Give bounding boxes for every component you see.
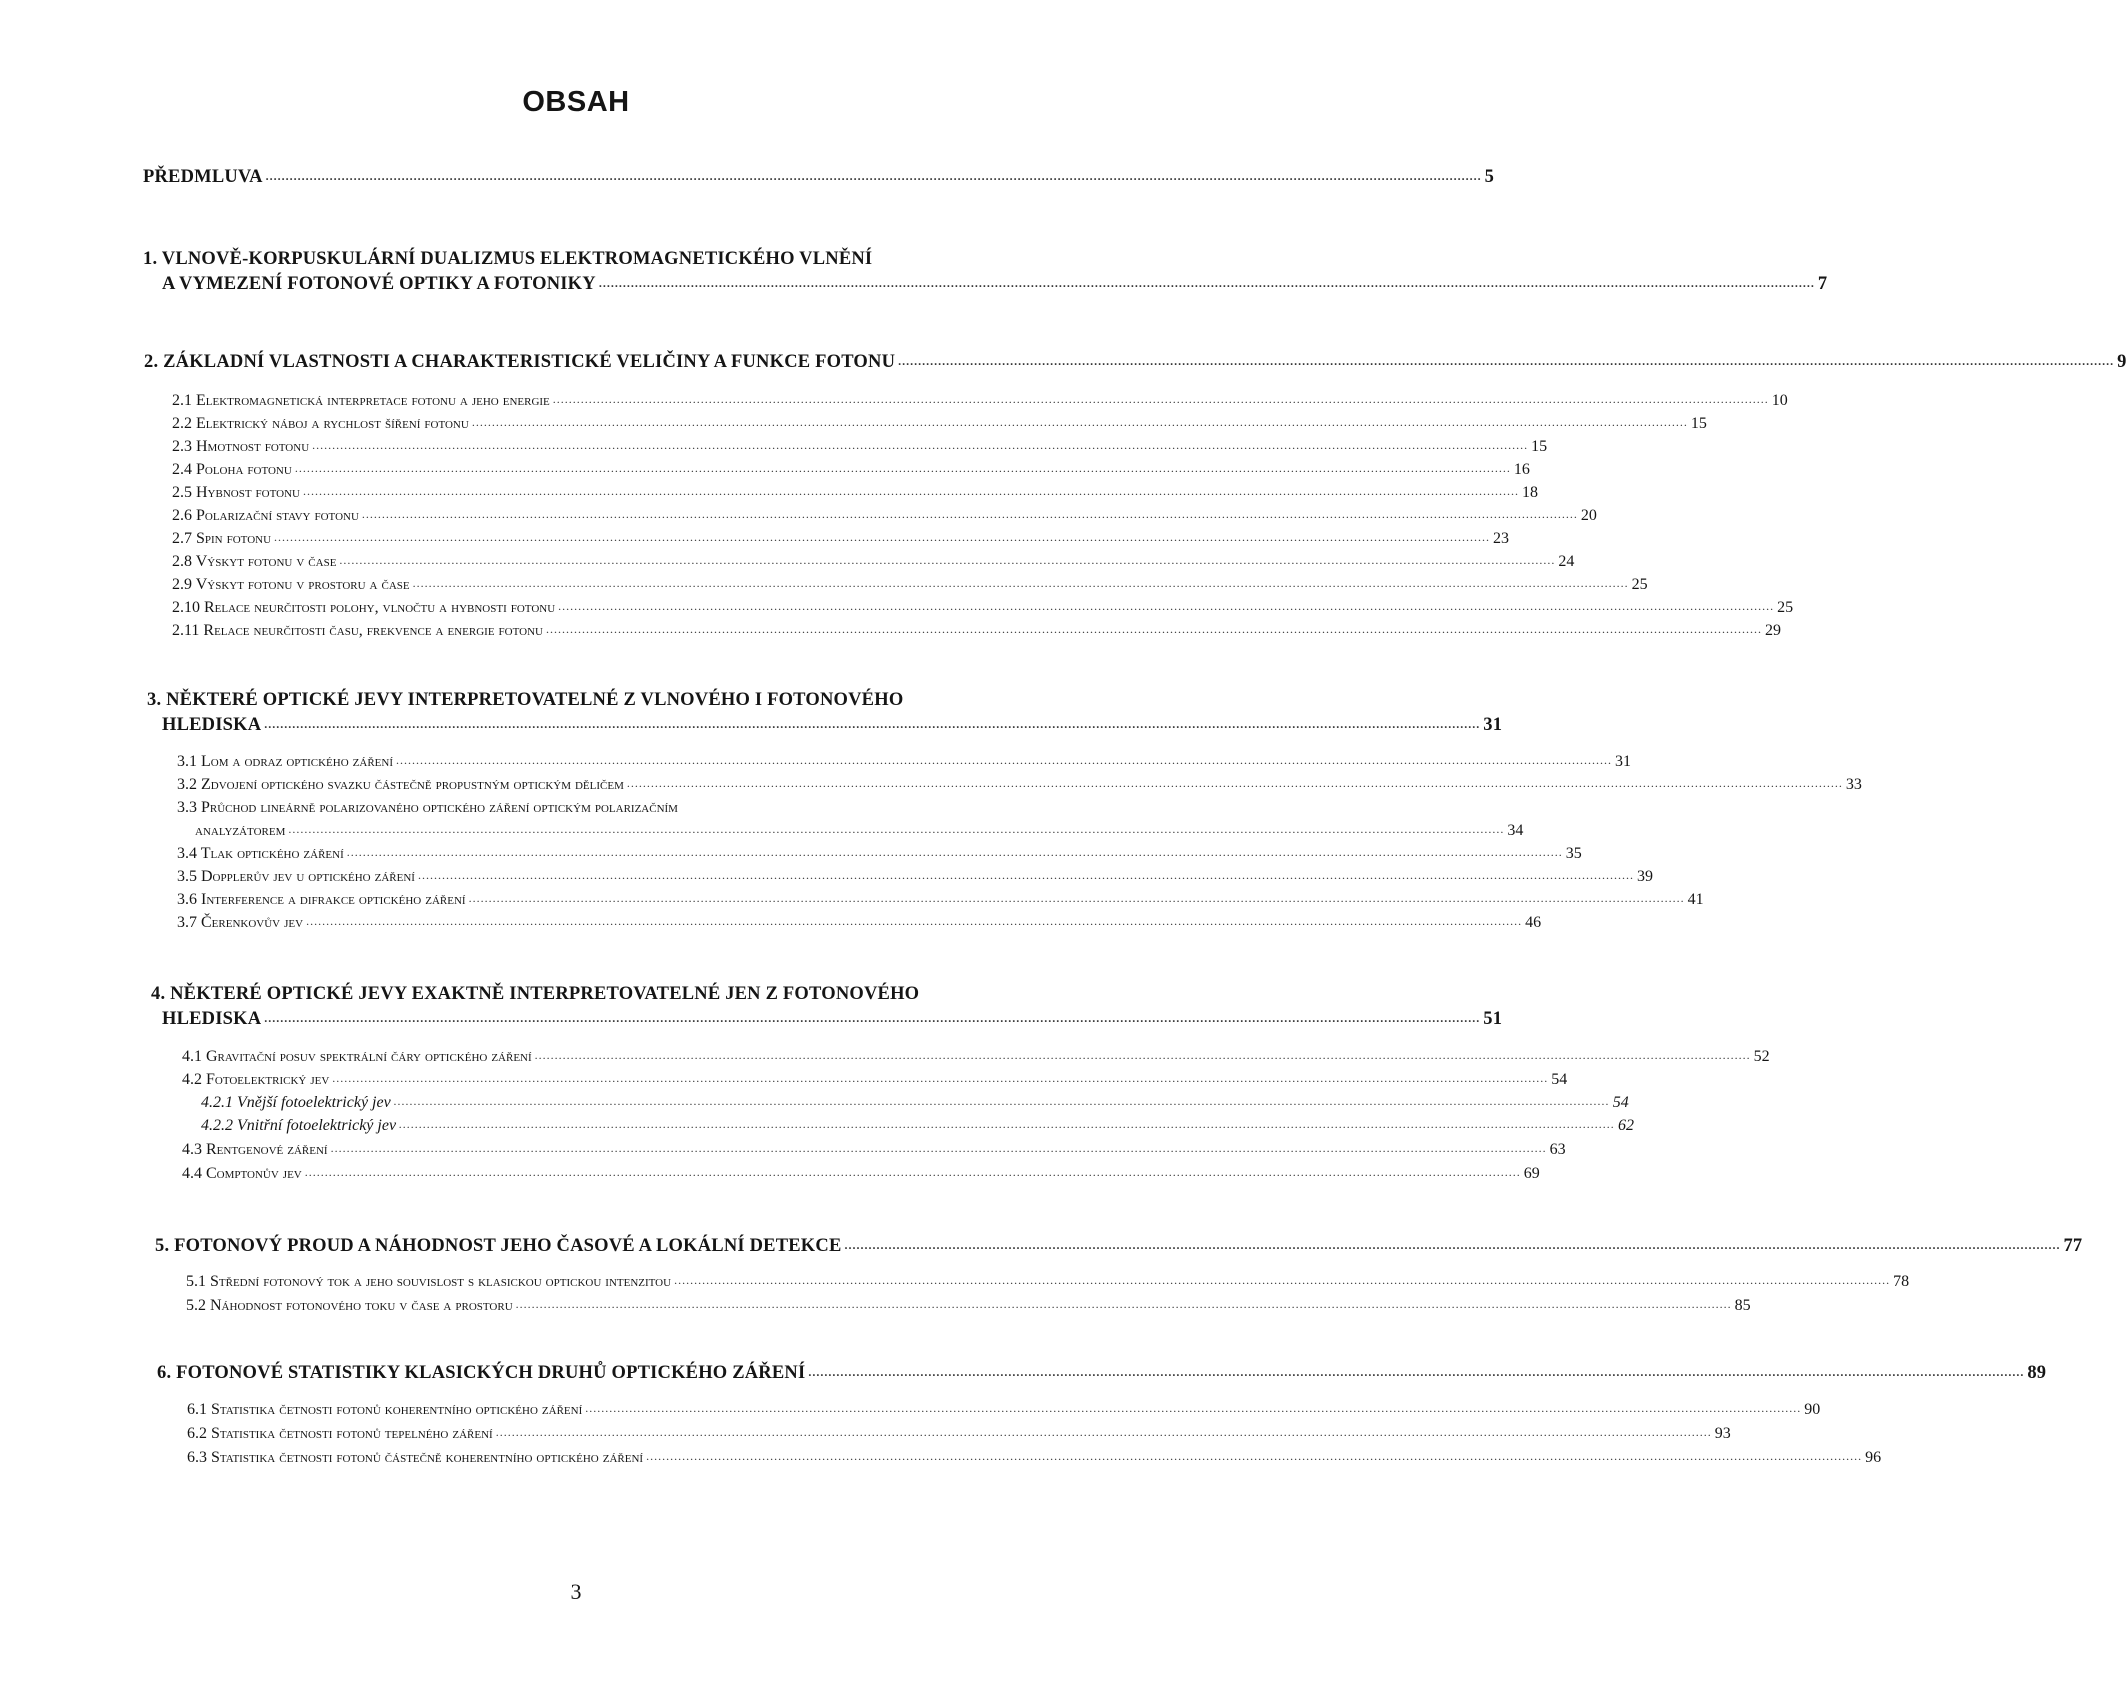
dot-leader: ................................................................................................................................................................................................................................................................................................................ <box>471 414 1688 429</box>
dot-leader: ................................................................................................................................................................................................................................................................................................................ <box>545 621 1762 636</box>
dot-leader: ................................................................................................................................................................................................................................................................................................................ <box>417 867 1634 882</box>
toc-entry-3-6: 3.6 Interference a difrakce optického záření ................................................................................................................................................................................................................................................................................................................ 41 <box>177 890 1704 908</box>
toc-entry-4-3: 4.3 Rentgenové záření ................................................................................................................................................................................................................................................................................................................ 63 <box>182 1140 1566 1158</box>
page-title: OBSAH <box>522 86 630 118</box>
dot-leader: ................................................................................................................................................................................................................................................................................................................ <box>646 1448 1863 1463</box>
toc-entry-3-2: 3.2 Zdvojení optického svazku částečně propustným optickým děličem ................................................................................................................................................................................................................................................................................................................ 33 <box>177 775 1862 793</box>
toc-entry-2-9: 2.9 Výskyt fotonu v prostoru a čase ................................................................................................................................................................................................................................................................................................................ 25 <box>172 575 1648 593</box>
toc-entry-chapter-1: A VYMEZENÍ FOTONOVÉ OPTIKY A FOTONIKY ................................................................................................................................................................................................................................................................................................................ 7 <box>162 274 1828 294</box>
dot-leader: ................................................................................................................................................................................................................................................................................................................ <box>339 552 1556 567</box>
toc-entry-2-5: 2.5 Hybnost fotonu ................................................................................................................................................................................................................................................................................................................ 18 <box>172 483 1538 501</box>
toc-entry-2-1: 2.1 Elektromagnetická interpretace fotonu a jeho energie ................................................................................................................................................................................................................................................................................................................ 10 <box>172 391 1788 409</box>
dot-leader: ................................................................................................................................................................................................................................................................................................................ <box>495 1424 1712 1439</box>
dot-leader: ................................................................................................................................................................................................................................................................................................................ <box>898 354 2115 369</box>
toc-entry-3-1: 3.1 Lom a odraz optického záření ................................................................................................................................................................................................................................................................................................................ 31 <box>177 752 1631 770</box>
dot-leader: ................................................................................................................................................................................................................................................................................................................ <box>468 890 1685 905</box>
toc-entry-chapter-3: HLEDISKA ................................................................................................................................................................................................................................................................................................................ 31 <box>162 715 1503 735</box>
dot-leader: ................................................................................................................................................................................................................................................................................................................ <box>332 1070 1549 1085</box>
dot-leader: ................................................................................................................................................................................................................................................................................................................ <box>330 1140 1547 1155</box>
dot-leader: ................................................................................................................................................................................................................................................................................................................ <box>274 529 1491 544</box>
dot-leader: ................................................................................................................................................................................................................................................................................................................ <box>558 598 1775 613</box>
toc-entry-chapter-6: 6. FOTONOVÉ STATISTIKY KLASICKÝCH DRUHŮ OPTICKÉHO ZÁŘENÍ ................................................................................................................................................................................................................................................................................................................ 89 <box>157 1363 2047 1383</box>
dot-leader: ................................................................................................................................................................................................................................................................................................................ <box>626 775 1843 790</box>
dot-leader: ................................................................................................................................................................................................................................................................................................................ <box>294 460 1511 475</box>
dot-leader: ................................................................................................................................................................................................................................................................................................................ <box>552 391 1769 406</box>
dot-leader: ................................................................................................................................................................................................................................................................................................................ <box>808 1365 2025 1380</box>
toc-entry-4-4: 4.4 Comptonův jev ................................................................................................................................................................................................................................................................................................................ 69 <box>182 1164 1540 1182</box>
dot-leader: ................................................................................................................................................................................................................................................................................................................ <box>674 1272 1891 1287</box>
toc-entry-2-8: 2.8 Výskyt fotonu v čase ................................................................................................................................................................................................................................................................................................................ 24 <box>172 552 1575 570</box>
dot-leader: ................................................................................................................................................................................................................................................................................................................ <box>304 1164 1521 1179</box>
dot-leader: ................................................................................................................................................................................................................................................................................................................ <box>264 717 1481 732</box>
toc-entry-chapter-5: 5. FOTONOVÝ PROUD A NÁHODNOST JEHO ČASOVÉ A LOKÁLNÍ DETEKCE ................................................................................................................................................................................................................................................................................................................ 77 <box>155 1236 2083 1256</box>
dot-leader: ................................................................................................................................................................................................................................................................................................................ <box>396 752 1612 767</box>
toc-entry-3-3: analyzátorem ................................................................................................................................................................................................................................................................................................................ 34 <box>195 821 1524 839</box>
dot-leader: ................................................................................................................................................................................................................................................................................................................ <box>844 1238 2061 1253</box>
toc-entry-2-3: 2.3 Hmotnost fotonu ................................................................................................................................................................................................................................................................................................................ 15 <box>172 437 1548 455</box>
dot-leader: ................................................................................................................................................................................................................................................................................................................ <box>598 276 1815 291</box>
toc-entry-4-2-1: 4.2.1 Vnější fotoelektrický jev ................................................................................................................................................................................................................................................................................................................ 54 <box>201 1093 1629 1111</box>
dot-leader: ................................................................................................................................................................................................................................................................................................................ <box>399 1116 1616 1131</box>
toc-entry-3-5: 3.5 Dopplerův jev u optického záření ................................................................................................................................................................................................................................................................................................................ 39 <box>177 867 1653 885</box>
toc-entry-2-10: 2.10 Relace neurčitosti polohy, vlnočtu a hybnosti fotonu ................................................................................................................................................................................................................................................................................................................ 25 <box>172 598 1794 616</box>
toc-entry-4-1: 4.1 Gravitační posuv spektrální čáry optického záření ................................................................................................................................................................................................................................................................................................................ 52 <box>182 1047 1770 1065</box>
toc-entry-6-3: 6.3 Statistika četnosti fotonů částečně koherentního optického záření ................................................................................................................................................................................................................................................................................................................ 96 <box>187 1448 1882 1466</box>
toc-entry-5-2: 5.2 Náhodnost fotonového toku v čase a prostoru ................................................................................................................................................................................................................................................................................................................ 85 <box>186 1296 1751 1314</box>
dot-leader: ................................................................................................................................................................................................................................................................................................................ <box>306 913 1523 928</box>
toc-entry-3-4: 3.4 Tlak optického záření ................................................................................................................................................................................................................................................................................................................ 35 <box>177 844 1582 862</box>
dot-leader: ................................................................................................................................................................................................................................................................................................................ <box>412 575 1629 590</box>
toc-entry-predmluva: PŘEDMLUVA ................................................................................................................................................................................................................................................................................................................ 5 <box>143 167 1495 187</box>
toc-entry-chapter-2: 2. ZÁKLADNÍ VLASTNOSTI A CHARAKTERISTICKÉ VELIČINY A FUNKCE FOTONU ................................................................................................................................................................................................................................................................................................................ 9 <box>144 352 2127 372</box>
dot-leader: ................................................................................................................................................................................................................................................................................................................ <box>312 437 1529 452</box>
toc-entry-3-7: 3.7 Čerenkovův jev ................................................................................................................................................................................................................................................................................................................ 46 <box>177 913 1542 931</box>
dot-leader: ................................................................................................................................................................................................................................................................................................................ <box>302 483 1519 498</box>
dot-leader: ................................................................................................................................................................................................................................................................................................................ <box>288 821 1505 836</box>
dot-leader: ................................................................................................................................................................................................................................................................................................................ <box>264 1011 1481 1026</box>
toc-entry-2-6: 2.6 Polarizační stavy fotonu ................................................................................................................................................................................................................................................................................................................ 20 <box>172 506 1597 524</box>
dot-leader: ................................................................................................................................................................................................................................................................................................................ <box>265 169 1482 184</box>
dot-leader: ................................................................................................................................................................................................................................................................................................................ <box>361 506 1578 521</box>
toc-entry-4-2-2: 4.2.2 Vnitřní fotoelektrický jev ................................................................................................................................................................................................................................................................................................................ 62 <box>201 1116 1635 1134</box>
toc-entry-2-2: 2.2 Elektrický náboj a rychlost šíření fotonu ................................................................................................................................................................................................................................................................................................................ 15 <box>172 414 1707 432</box>
toc-chapter-3-line1: 3. NĚKTERÉ OPTICKÉ JEVY INTERPRETOVATELNÉ Z VLNOVÉHO I FOTONOVÉHO <box>147 690 904 710</box>
page-number: 3 <box>570 1579 582 1604</box>
toc-entry-2-4: 2.4 Poloha fotonu ................................................................................................................................................................................................................................................................................................................ 16 <box>172 460 1530 478</box>
toc-entry-4-2: 4.2 Fotoelektrický jev ................................................................................................................................................................................................................................................................................................................ 54 <box>182 1070 1568 1088</box>
toc-entry-3-3-line1: 3.3 Průchod lineárně polarizovaného optického záření optickým polarizačním <box>177 799 678 816</box>
toc-entry-6-2: 6.2 Statistika četnosti fotonů tepelného záření ................................................................................................................................................................................................................................................................................................................ 93 <box>187 1424 1731 1442</box>
dot-leader: ................................................................................................................................................................................................................................................................................................................ <box>393 1093 1610 1108</box>
dot-leader: ................................................................................................................................................................................................................................................................................................................ <box>585 1400 1802 1415</box>
toc-chapter-4-line1: 4. NĚKTERÉ OPTICKÉ JEVY EXAKTNĚ INTERPRETOVATELNÉ JEN Z FOTONOVÉHO <box>151 984 920 1004</box>
toc-entry-chapter-4: HLEDISKA ................................................................................................................................................................................................................................................................................................................ 51 <box>162 1009 1503 1029</box>
dot-leader: ................................................................................................................................................................................................................................................................................................................ <box>515 1296 1732 1311</box>
dot-leader: ................................................................................................................................................................................................................................................................................................................ <box>346 844 1563 859</box>
toc-entry-2-7: 2.7 Spin fotonu ................................................................................................................................................................................................................................................................................................................ 23 <box>172 529 1510 547</box>
toc-entry-2-11: 2.11 Relace neurčitosti času, frekvence a energie fotonu ................................................................................................................................................................................................................................................................................................................ 29 <box>172 621 1781 639</box>
toc-entry-6-1: 6.1 Statistika četnosti fotonů koherentního optického záření ................................................................................................................................................................................................................................................................................................................ 90 <box>187 1400 1821 1418</box>
dot-leader: ................................................................................................................................................................................................................................................................................................................ <box>534 1047 1751 1062</box>
toc-chapter-1-line1: 1. VLNOVĚ-KORPUSKULÁRNÍ DUALIZMUS ELEKTROMAGNETICKÉHO VLNĚNÍ <box>143 249 873 269</box>
toc-entry-5-1: 5.1 Střední fotonový tok a jeho souvislost s klasickou optickou intenzitou ................................................................................................................................................................................................................................................................................................................ 78 <box>186 1272 1910 1290</box>
